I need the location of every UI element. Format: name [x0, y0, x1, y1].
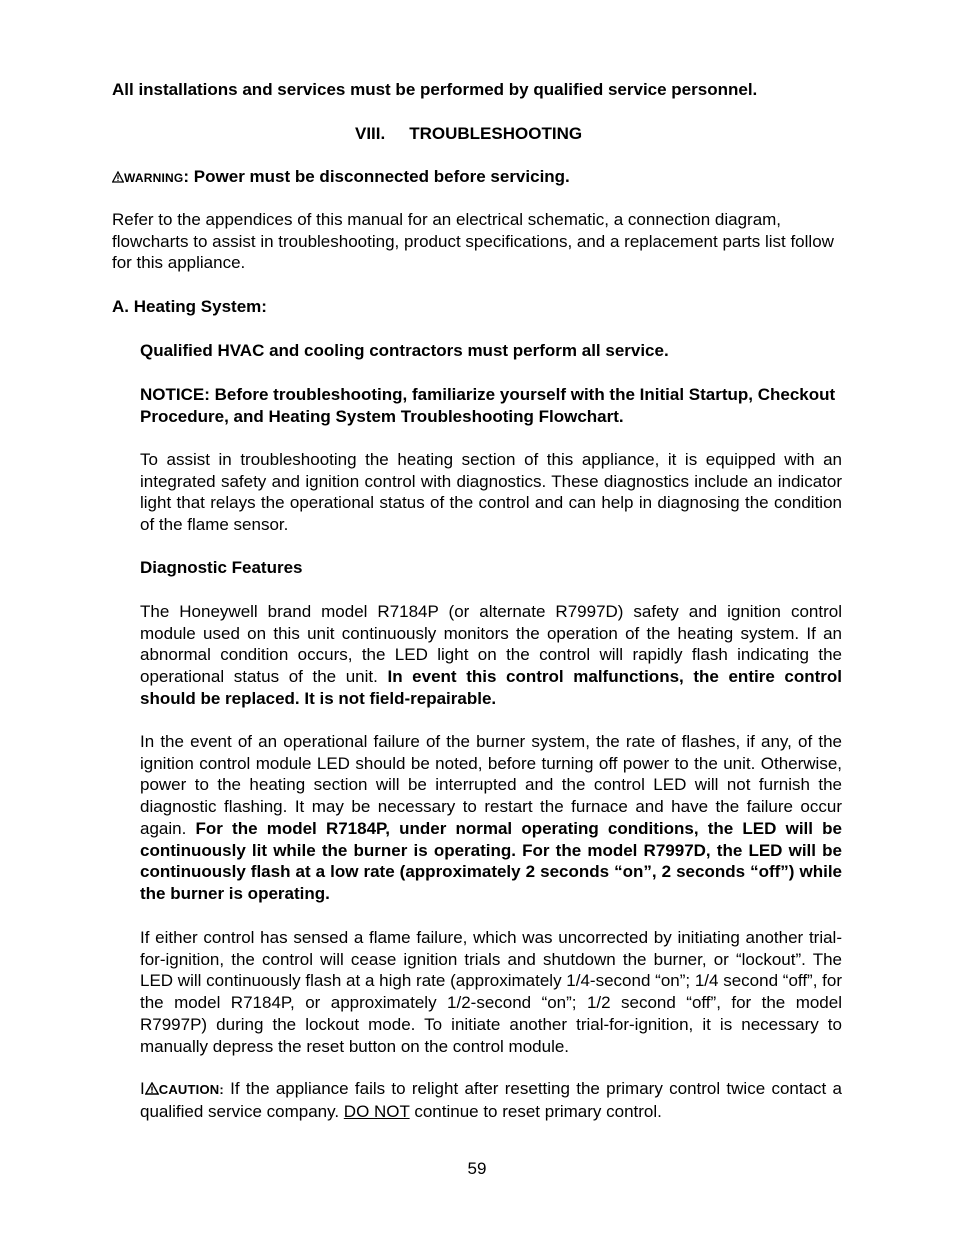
heading-heating-system: A. Heating System:: [112, 297, 267, 316]
warning-triangle-icon: [112, 167, 124, 189]
caution-do-not: DO NOT: [343, 1101, 410, 1121]
operational-failure-paragraph: [140, 731, 842, 905]
caution-text: If the appliance fails to relight after resetting the primary control twice contact a qualified service company.: [140, 1079, 842, 1121]
warning-label: WARNING: [124, 171, 184, 185]
startup-notice: NOTICE: Before troubleshooting, familiarize yourself with the Initial Startup, Checkout Procedure, and Heating System Troubleshooting Flowchart.: [140, 385, 836, 426]
caution-triangle-icon: [145, 1079, 159, 1101]
caution-paragraph: [140, 1078, 842, 1122]
warning-text: : Power must be disconnected before servicing.: [183, 167, 570, 186]
honeywell-replace-warning: In event this control malfunctions, the entire control should be replaced. It is not field-repairable.: [140, 667, 842, 708]
honeywell-paragraph: [140, 601, 842, 710]
failure-led-behavior: For the model R7184P, under normal operating conditions, the LED will be continuously lit while the burner is operating. For the model R7997D, the LED will be continuously flash at a low rate (approximately 2 seconds “on”, 2 seconds “off”) while the burner is operating.: [140, 818, 842, 903]
warning-line: [112, 166, 842, 190]
diagnostic-features-heading: Diagnostic Features: [140, 558, 303, 577]
failure-text: In the event of an operational failure of the burner system, the rate of flashes, if any, of the ignition control module LED should be noted, before turning off power to the unit. Otherwise, power to the heating section will be interrupted and the control LED will not furnish the diagnostic flashing. It may be necessary to restart the furnace and have the failure occur again.: [140, 732, 842, 838]
section-heading: [355, 123, 582, 145]
honeywell-text: The Honeywell brand model R7184P (or alternate R7997D) safety and ignition control module used on this unit continuously monitors the operation of the heating system. If an abnormal condition occurs, the LED light on the control will rapidly flash indicating the operational status of the unit.: [140, 602, 842, 687]
section-number: VIII.: [355, 124, 386, 143]
caution-label: CAUTION:: [158, 1082, 224, 1097]
section-title: TROUBLESHOOTING: [409, 124, 583, 143]
lockout-paragraph: If either control has sensed a flame failure, which was uncorrected by initiating another trial-for-ignition, the control will cease ignition trials and shutdown the burner, or “lockout”. The LED will continuously flash at a high rate (approximately 1/4-second “on”; 1/4 second “off”, for the model R7184P, or approximately 1/2-second “on”; 1/2 second “off”, for the model R7997P) during the lockout mode. To initiate another trial-for-ignition, it is necessary to manually depress the reset button on the control module.: [140, 928, 842, 1056]
intro-paragraph: Refer to the appendices of this manual for an electrical schematic, a connection diagram, flowcharts to assist in troubleshooting, product specifications, and a replacement parts list follow for this appliance.: [112, 210, 834, 273]
caution-prefix: I: [140, 1079, 145, 1098]
page-number: 59: [467, 1159, 487, 1178]
qualified-personnel-notice: All installations and services must be performed by qualified service personnel.: [112, 80, 758, 99]
assist-paragraph: To assist in troubleshooting the heating section of this appliance, it is equipped with an integrated safety and ignition control with diagnostics. These diagnostics include an indicator light that relays the operational status of the control and can help in diagnosing the condition of the flame sensor.: [140, 450, 842, 535]
caution-tail: continue to reset primary control.: [409, 1101, 662, 1121]
hvac-contractors-notice: Qualified HVAC and cooling contractors must perform all service.: [140, 341, 669, 360]
